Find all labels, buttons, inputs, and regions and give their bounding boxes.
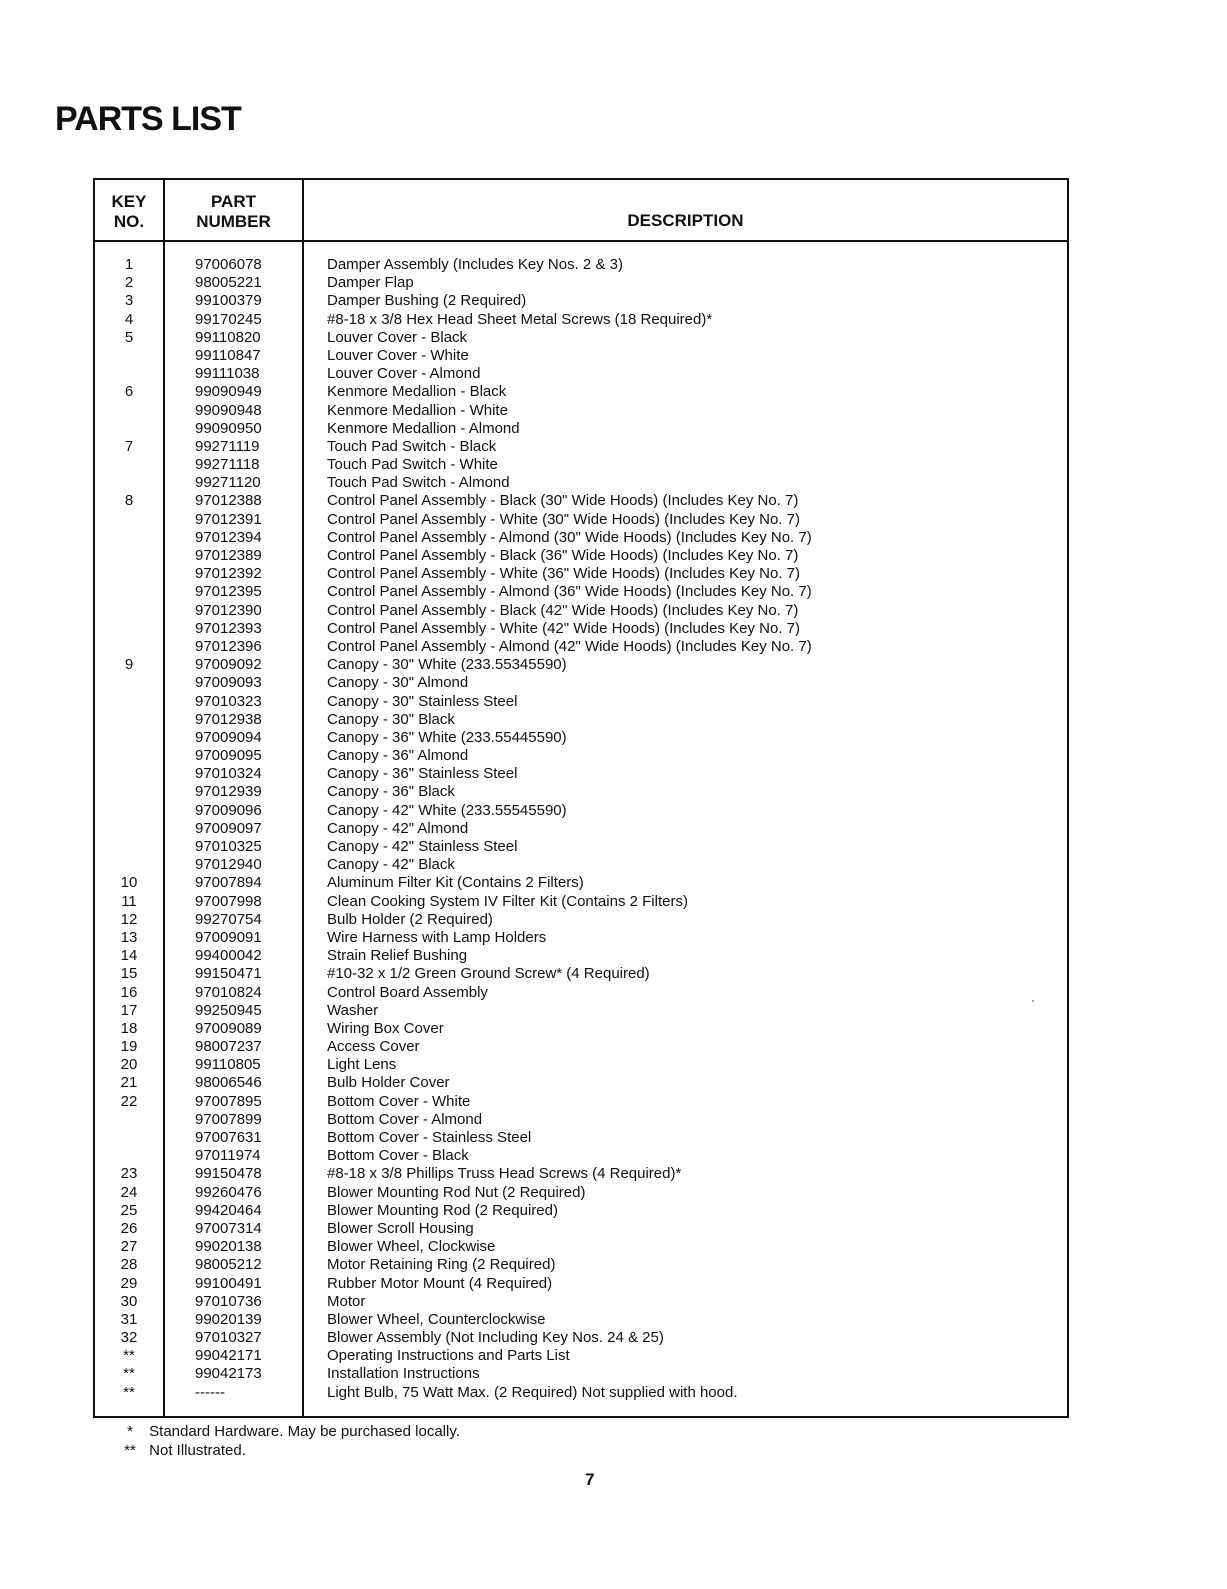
table-row xyxy=(95,311,1067,329)
key-no-cell: 18 xyxy=(120,1019,138,1037)
description-cell: Damper Flap xyxy=(327,274,414,292)
part-number-cell: 99260476 xyxy=(195,1183,262,1201)
part-number-cell: 97009094 xyxy=(195,728,262,746)
description-cell: Strain Relief Bushing xyxy=(327,947,468,965)
header-part-line2: NUMBER xyxy=(196,212,271,231)
table-row xyxy=(95,565,1067,583)
key-no-cell: 25 xyxy=(120,1201,138,1219)
table-row xyxy=(95,638,1067,656)
part-number-cell: 99150471 xyxy=(195,965,262,983)
key-no-cell: 7 xyxy=(124,437,134,455)
key-no-cell: 6 xyxy=(124,383,134,401)
description-cell: #8-18 x 3/8 Phillips Truss Head Screws (4 Required)* xyxy=(327,1165,682,1183)
table-row xyxy=(95,1020,1067,1038)
description-cell: Bulb Holder (2 Required) xyxy=(327,910,493,928)
table-row xyxy=(95,1311,1067,1329)
part-number-cell: 97010325 xyxy=(195,838,262,855)
table-row xyxy=(95,693,1067,711)
description-cell: Damper Bushing (2 Required) xyxy=(327,292,527,310)
table-row xyxy=(95,802,1067,820)
table-row xyxy=(95,1275,1067,1293)
part-number-cell: 97010323 xyxy=(195,692,262,710)
key-no-cell: ** xyxy=(123,1383,135,1401)
part-number-cell: 97012392 xyxy=(195,565,262,583)
key-no-cell: 16 xyxy=(120,983,138,1001)
key-no-cell: 10 xyxy=(120,874,138,892)
table-row xyxy=(95,1129,1067,1147)
table-row xyxy=(95,1384,1067,1402)
footnote-text-single: Standard Hardware. May be purchased locally. xyxy=(149,1423,460,1440)
part-number-cell: 97009091 xyxy=(195,928,262,946)
key-no-cell: 21 xyxy=(120,1074,138,1092)
key-no-cell: 30 xyxy=(120,1292,138,1310)
header-key-line1: KEY xyxy=(111,192,147,211)
key-no-cell: 24 xyxy=(120,1183,138,1201)
description-cell: Touch Pad Switch - White xyxy=(327,456,498,474)
key-no-cell: 23 xyxy=(120,1165,138,1183)
table-body xyxy=(95,256,1067,1402)
key-no-cell: 8 xyxy=(124,492,134,510)
table-row xyxy=(95,911,1067,929)
table-row xyxy=(95,547,1067,565)
part-number-cell: 98005221 xyxy=(195,274,262,292)
description-cell: Control Panel Assembly - Black (36" Wide Hoods) (Includes Key No. 7) xyxy=(327,547,799,564)
part-number-cell: 97012393 xyxy=(195,619,262,637)
part-number-cell: 97012388 xyxy=(195,492,262,510)
table-row xyxy=(95,838,1067,856)
description-cell: Canopy - 42" Black xyxy=(327,856,455,874)
key-no-cell: 27 xyxy=(120,1238,138,1256)
part-number-cell: 99271120 xyxy=(195,474,261,492)
part-number-cell: 97007899 xyxy=(195,1110,262,1128)
description-cell: Blower Wheel, Counterclockwise xyxy=(327,1310,546,1328)
description-cell: Canopy - 30" Almond xyxy=(327,674,469,692)
table-row xyxy=(95,292,1067,310)
table-row xyxy=(95,820,1067,838)
key-no-cell: 1 xyxy=(124,256,134,273)
footnote-standard-hardware xyxy=(115,1422,460,1441)
description-cell: Control Panel Assembly - Almond (42" Wide Hoods) (Includes Key No. 7) xyxy=(327,637,812,655)
key-no-cell: 19 xyxy=(120,1038,138,1056)
table-row xyxy=(95,1147,1067,1165)
description-cell: Canopy - 36" White (233.55445590) xyxy=(327,728,567,746)
part-number-cell: 97007895 xyxy=(195,1092,262,1110)
table-row xyxy=(95,874,1067,892)
header-divider xyxy=(95,240,1067,242)
table-row xyxy=(95,456,1067,474)
description-cell: Aluminum Filter Kit (Contains 2 Filters) xyxy=(327,874,584,892)
key-no-cell: 12 xyxy=(120,910,138,928)
table-row xyxy=(95,383,1067,401)
part-number-cell: 97007314 xyxy=(195,1219,262,1237)
table-row xyxy=(95,1220,1067,1238)
scan-speck xyxy=(1032,1000,1034,1002)
header-key-no xyxy=(95,192,163,232)
key-no-cell: 26 xyxy=(120,1219,138,1237)
table-row xyxy=(95,947,1067,965)
part-number-cell: 97012395 xyxy=(195,583,262,601)
description-cell: Bottom Cover - Black xyxy=(327,1147,469,1165)
table-row xyxy=(95,402,1067,420)
table-row xyxy=(95,438,1067,456)
part-number-cell: 99420464 xyxy=(195,1201,262,1219)
description-cell: Canopy - 30" Stainless Steel xyxy=(327,692,518,710)
key-no-cell: 28 xyxy=(120,1256,138,1274)
description-cell: Light Lens xyxy=(327,1056,397,1074)
description-cell: Damper Assembly (Includes Key Nos. 2 & 3) xyxy=(327,256,623,273)
page-title: PARTS LIST xyxy=(55,100,241,138)
description-cell: Washer xyxy=(327,1001,379,1019)
part-number-cell: 97007894 xyxy=(195,874,262,892)
part-number-cell: 99271118 xyxy=(195,456,260,474)
table-row xyxy=(95,674,1067,692)
part-number-cell: 97007998 xyxy=(195,892,262,910)
description-cell: Canopy - 42" Stainless Steel xyxy=(327,838,518,855)
table-row xyxy=(95,1256,1067,1274)
footnote-mark-double: ** xyxy=(124,1442,136,1459)
table-row xyxy=(95,583,1067,601)
description-cell: Canopy - 36" Black xyxy=(327,783,455,801)
part-number-cell: 99100491 xyxy=(195,1274,262,1292)
table-row xyxy=(95,329,1067,347)
table-row xyxy=(95,620,1067,638)
part-number-cell: 97012390 xyxy=(195,601,262,619)
table-row xyxy=(95,1074,1067,1092)
key-no-cell: 29 xyxy=(120,1274,138,1292)
part-number-cell: 98005212 xyxy=(195,1256,262,1274)
description-cell: Control Panel Assembly - Almond (30" Wide Hoods) (Includes Key No. 7) xyxy=(327,528,812,546)
footnotes xyxy=(115,1422,460,1460)
part-number-cell: 99090948 xyxy=(195,401,262,419)
table-row xyxy=(95,1184,1067,1202)
part-number-cell: 98006546 xyxy=(195,1074,262,1092)
table-row xyxy=(95,929,1067,947)
table-row xyxy=(95,529,1067,547)
part-number-cell: 99150478 xyxy=(195,1165,262,1183)
header-description: DESCRIPTION xyxy=(627,211,744,230)
part-number-cell: 97009096 xyxy=(195,801,262,819)
table-row xyxy=(95,965,1067,983)
description-cell: Control Panel Assembly - Black (42" Wide Hoods) (Includes Key No. 7) xyxy=(327,601,799,619)
description-cell: Wire Harness with Lamp Holders xyxy=(327,928,547,946)
part-number-cell: 97012389 xyxy=(195,547,262,564)
key-no-cell: 31 xyxy=(120,1310,138,1328)
description-cell: Bulb Holder Cover xyxy=(327,1074,450,1092)
footnote-not-illustrated xyxy=(115,1441,460,1460)
description-cell: Louver Cover - White xyxy=(327,346,469,364)
description-cell: Operating Instructions and Parts List xyxy=(327,1347,570,1365)
part-number-cell: 97012939 xyxy=(195,783,262,801)
part-number-cell: 97009089 xyxy=(195,1019,262,1037)
description-cell: Canopy - 36" Almond xyxy=(327,747,469,765)
description-cell: Kenmore Medallion - White xyxy=(327,401,508,419)
description-cell: Louver Cover - Almond xyxy=(327,365,481,383)
key-no-cell: 2 xyxy=(124,274,134,292)
table-row xyxy=(95,474,1067,492)
description-cell: Blower Wheel, Clockwise xyxy=(327,1238,496,1256)
part-number-cell: 97009093 xyxy=(195,674,262,692)
footnote-text-double: Not Illustrated. xyxy=(149,1442,246,1459)
description-cell: Bottom Cover - Stainless Steel xyxy=(327,1129,532,1146)
part-number-cell: 97009097 xyxy=(195,819,262,837)
part-number-cell: 97010824 xyxy=(195,983,262,1001)
footnote-mark-single: * xyxy=(127,1423,133,1440)
description-cell: Kenmore Medallion - Almond xyxy=(327,419,520,437)
part-number-cell: 99090950 xyxy=(195,419,262,437)
description-cell: Installation Instructions xyxy=(327,1365,480,1383)
description-cell: Motor Retaining Ring (2 Required) xyxy=(327,1256,556,1274)
description-cell: Access Cover xyxy=(327,1038,420,1056)
table-row xyxy=(95,1202,1067,1220)
part-number-cell: 99090949 xyxy=(195,383,262,401)
description-cell: Bottom Cover - White xyxy=(327,1092,471,1110)
key-no-cell: 17 xyxy=(120,1001,138,1019)
table-row xyxy=(95,984,1067,1002)
description-cell: Blower Mounting Rod Nut (2 Required) xyxy=(327,1183,586,1201)
description-cell: Blower Scroll Housing xyxy=(327,1219,474,1237)
table-row xyxy=(95,783,1067,801)
table-row xyxy=(95,1365,1067,1383)
header-part-line1: PART xyxy=(210,192,256,211)
table-row xyxy=(95,1002,1067,1020)
part-number-cell: 99270754 xyxy=(195,910,262,928)
table-row xyxy=(95,274,1067,292)
key-no-cell: 9 xyxy=(124,656,134,674)
table-row xyxy=(95,729,1067,747)
description-cell: Touch Pad Switch - Almond xyxy=(327,474,510,492)
table-row xyxy=(95,1238,1067,1256)
part-number-cell: 99020139 xyxy=(195,1310,262,1328)
description-cell: Canopy - 36" Stainless Steel xyxy=(327,765,518,783)
table-row xyxy=(95,602,1067,620)
table-row xyxy=(95,747,1067,765)
parts-table xyxy=(93,178,1069,1418)
table-row xyxy=(95,492,1067,510)
header-key-line2: NO. xyxy=(113,212,145,231)
key-no-cell: 5 xyxy=(124,328,134,346)
table-row xyxy=(95,1056,1067,1074)
table-row xyxy=(95,1165,1067,1183)
part-number-cell: 97012394 xyxy=(195,528,262,546)
description-cell: Blower Mounting Rod (2 Required) xyxy=(327,1201,558,1219)
description-cell: Control Board Assembly xyxy=(327,983,488,1001)
table-row xyxy=(95,511,1067,529)
part-number-cell: ------ xyxy=(195,1383,225,1401)
table-row xyxy=(95,1293,1067,1311)
key-no-cell: 22 xyxy=(120,1092,138,1110)
part-number-cell: 97006078 xyxy=(195,256,262,273)
key-no-cell: 14 xyxy=(120,947,138,965)
table-row xyxy=(95,420,1067,438)
description-cell: Blower Assembly (Not Including Key Nos. 24 & 25) xyxy=(327,1329,664,1347)
key-no-cell: 3 xyxy=(124,292,134,310)
description-cell: Canopy - 42" Almond xyxy=(327,819,469,837)
part-number-cell: 99042173 xyxy=(195,1365,262,1383)
key-no-cell: ** xyxy=(123,1347,135,1365)
part-number-cell: 97010324 xyxy=(195,765,262,783)
description-cell: Control Panel Assembly - Almond (36" Wide Hoods) (Includes Key No. 7) xyxy=(327,583,812,601)
page-number: 7 xyxy=(585,1470,595,1489)
part-number-cell: 97009095 xyxy=(195,747,262,765)
part-number-cell: 97012938 xyxy=(195,710,262,728)
description-cell: Touch Pad Switch - Black xyxy=(327,437,497,455)
part-number-cell: 97012391 xyxy=(195,510,262,528)
table-row xyxy=(95,765,1067,783)
description-cell: Louver Cover - Black xyxy=(327,328,468,346)
part-number-cell: 99400042 xyxy=(195,947,262,965)
part-number-cell: 97010736 xyxy=(195,1292,262,1310)
key-no-cell: 11 xyxy=(121,892,137,910)
table-row xyxy=(95,856,1067,874)
description-cell: Control Panel Assembly - White (30" Wide Hoods) (Includes Key No. 7) xyxy=(327,510,801,528)
description-cell: Wiring Box Cover xyxy=(327,1019,444,1037)
part-number-cell: 99250945 xyxy=(195,1001,262,1019)
description-cell: Control Panel Assembly - White (36" Wide Hoods) (Includes Key No. 7) xyxy=(327,565,801,583)
description-cell: #10-32 x 1/2 Green Ground Screw* (4 Required) xyxy=(327,965,650,983)
table-row xyxy=(95,711,1067,729)
description-cell: Canopy - 42" White (233.55545590) xyxy=(327,801,567,819)
key-no-cell: 20 xyxy=(120,1056,138,1074)
table-row xyxy=(95,893,1067,911)
description-cell: Bottom Cover - Almond xyxy=(327,1110,483,1128)
description-cell: Canopy - 30" White (233.55345590) xyxy=(327,656,567,674)
part-number-cell: 99110847 xyxy=(195,346,261,364)
part-number-cell: 97010327 xyxy=(195,1329,262,1347)
part-number-cell: 99042171 xyxy=(195,1347,262,1365)
part-number-cell: 99271119 xyxy=(195,437,260,455)
description-cell: Rubber Motor Mount (4 Required) xyxy=(327,1274,553,1292)
part-number-cell: 99100379 xyxy=(195,292,262,310)
table-row xyxy=(95,1038,1067,1056)
table-row xyxy=(95,347,1067,365)
key-no-cell: 4 xyxy=(124,310,134,328)
part-number-cell: 99170245 xyxy=(195,310,262,328)
part-number-cell: 98007237 xyxy=(195,1038,262,1056)
description-cell: Control Panel Assembly - Black (30" Wide Hoods) (Includes Key No. 7) xyxy=(327,492,799,510)
part-number-cell: 97011974 xyxy=(195,1147,261,1165)
key-no-cell: 13 xyxy=(120,928,138,946)
table-row xyxy=(95,1347,1067,1365)
description-cell: Canopy - 30" Black xyxy=(327,710,455,728)
part-number-cell: 99020138 xyxy=(195,1238,262,1256)
key-no-cell: 32 xyxy=(120,1329,138,1347)
part-number-cell: 99110820 xyxy=(195,328,261,346)
table-row xyxy=(95,256,1067,274)
description-cell: Motor xyxy=(327,1292,366,1310)
part-number-cell: 97012940 xyxy=(195,856,262,874)
description-cell: #8-18 x 3/8 Hex Head Sheet Metal Screws (18 Required)* xyxy=(327,310,713,328)
table-row xyxy=(95,1329,1067,1347)
table-row xyxy=(95,1093,1067,1111)
part-number-cell: 99110805 xyxy=(195,1056,261,1074)
header-part-number xyxy=(165,192,302,232)
description-cell: Kenmore Medallion - Black xyxy=(327,383,507,401)
part-number-cell: 97009092 xyxy=(195,656,262,674)
key-no-cell: ** xyxy=(123,1365,135,1383)
key-no-cell: 15 xyxy=(120,965,138,983)
description-cell: Clean Cooking System IV Filter Kit (Contains 2 Filters) xyxy=(327,892,688,910)
table-row xyxy=(95,365,1067,383)
part-number-cell: 97012396 xyxy=(195,637,262,655)
description-cell: Control Panel Assembly - White (42" Wide Hoods) (Includes Key No. 7) xyxy=(327,619,801,637)
part-number-cell: 99111038 xyxy=(195,365,260,383)
table-row xyxy=(95,656,1067,674)
description-cell: Light Bulb, 75 Watt Max. (2 Required) Not supplied with hood. xyxy=(327,1383,738,1401)
table-row xyxy=(95,1111,1067,1129)
part-number-cell: 97007631 xyxy=(195,1129,262,1146)
